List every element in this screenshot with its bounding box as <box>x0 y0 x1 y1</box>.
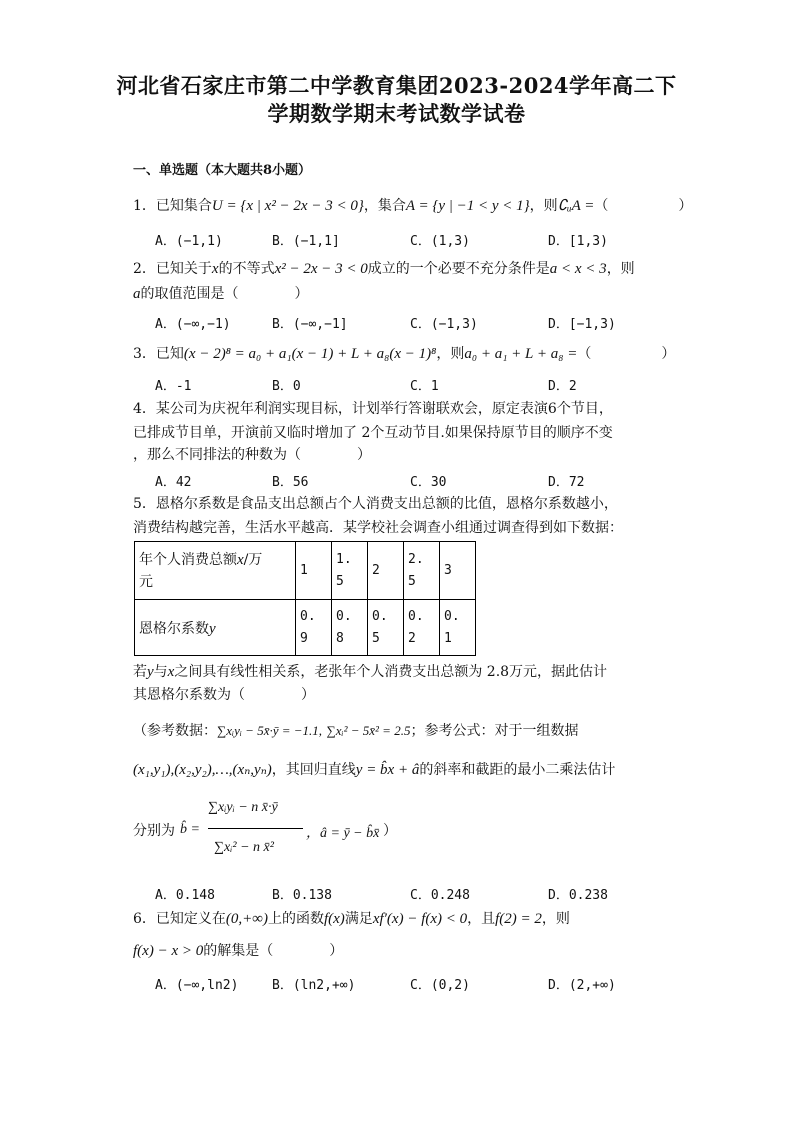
option-a[interactable]: A．42 <box>155 475 192 490</box>
option-b[interactable]: B．(−∞,−1] <box>272 317 348 332</box>
formula-numerator: ∑xᵢyᵢ − n x̄·ȳ <box>208 800 278 815</box>
table-cell: 0. 2 <box>404 600 440 656</box>
option-a[interactable]: A．(−∞,ln2) <box>155 978 239 993</box>
option-c[interactable]: C．(0,2) <box>410 978 470 993</box>
option-c[interactable]: C．(−1,3) <box>410 317 478 332</box>
option-c[interactable]: C．1 <box>410 379 439 394</box>
table-cell: 3 <box>440 542 476 600</box>
question-6: 6．已知定义在(0,+∞)上的函数f(x)满足xf′(x) − f(x) < 0，且f(2) = 2，则 <box>133 911 570 927</box>
option-b[interactable]: B．(−1,1] <box>272 234 340 249</box>
formula-denominator: ∑xᵢ² − n x̄² <box>214 840 274 855</box>
question-3: 3．已知(x − 2)⁸ = a₀ + a₁(x − 1) + L + a₈(x − 1)⁸，则a₀ + a₁ + L + a₈ =（ ） <box>133 346 676 362</box>
option-c[interactable]: C．(1,3) <box>410 234 470 249</box>
question-4-line3: ，那么不同排法的种数为（ ） <box>133 447 371 463</box>
question-1: 1．已知集合U = {x | x² − 2x − 3 < 0}，集合A = {y | −1 < y < 1}，则∁ᵤA =（ ） <box>133 198 693 214</box>
fraction-bar <box>208 828 303 829</box>
question-6-line2: f(x) − x > 0的解集是（ ） <box>133 943 344 959</box>
table-cell: 0. 5 <box>368 600 404 656</box>
option-d[interactable]: D．2 <box>548 379 577 394</box>
option-d[interactable]: D．0.238 <box>548 888 608 903</box>
option-d[interactable]: D．72 <box>548 475 585 490</box>
option-a[interactable]: A．(−1,1) <box>155 234 223 249</box>
table-cell: 2 <box>368 542 404 600</box>
question-5-line1: 5．恩格尔系数是食品支出总额占个人消费支出总额的比值，恩格尔系数越小， <box>133 496 618 512</box>
table-cell: 1 <box>296 542 332 600</box>
question-5-line2: 消费结构越完善，生活水平越高．某学校社会调查小组通过调查得到如下数据： <box>133 520 623 536</box>
question-4-line2: 已排成节目单，开演前又临时增加了 2个互动节目.如果保持原节目的顺序不变 <box>133 425 613 441</box>
option-c[interactable]: C．30 <box>410 475 447 490</box>
option-b[interactable]: B．0.138 <box>272 888 332 903</box>
question-5-reference: （参考数据：∑xᵢyᵢ − 5x̄·ȳ = −1.1, ∑xᵢ² − 5x̄² = 2.5；参考公式：对于一组数据 <box>133 723 579 739</box>
table-header-cell: 恩格尔系数y <box>135 600 296 656</box>
table-cell: 0. 9 <box>296 600 332 656</box>
exam-title-line2: 学期数学期末考试数学试卷 <box>267 101 526 126</box>
formula-b-hat: b̂ = <box>180 822 200 837</box>
table-cell: 0. 8 <box>332 600 368 656</box>
question-5-points: (x₁,y₁),(x₂,y₂),…,(xₙ,yₙ)，其回归直线y = b̂x + â的斜率和截距的最小二乘法估计 <box>133 762 616 778</box>
option-d[interactable]: D．[−1,3) <box>548 317 616 332</box>
option-b[interactable]: B．56 <box>272 475 309 490</box>
question-2-line2: a的取值范围是（ ） <box>133 286 309 302</box>
section-heading: 一、单选题（本大题共8小题） <box>133 163 312 178</box>
formula-close-paren: ） <box>383 823 397 839</box>
question-2: 2．已知关于x的不等式x² − 2x − 3 < 0成立的一个必要不充分条件是a < x < 3，则 <box>133 261 635 277</box>
formula-a-hat: ，â = ȳ − b̂x̄ <box>306 826 380 841</box>
table-cell: 1. 5 <box>332 542 368 600</box>
exam-title-line1: 河北省石家庄市第二中学教育集团2023-2024学年高二下 <box>116 73 677 98</box>
table-row <box>135 600 476 656</box>
data-table <box>134 541 476 656</box>
table-cell: 2. 5 <box>404 542 440 600</box>
table-cell: 0. 1 <box>440 600 476 656</box>
option-b[interactable]: B．0 <box>272 379 301 394</box>
option-c[interactable]: C．0.248 <box>410 888 470 903</box>
table-header-cell: 年个人消费总额x/万 元 <box>135 542 296 600</box>
question-5-after-line1: 若y与x之间具有线性相关系，老张年个人消费支出总额为 2.8万元，据此估计 <box>133 664 608 680</box>
table-row <box>135 542 476 600</box>
question-5-after-line2: 其恩格尔系数为（ ） <box>133 687 315 703</box>
option-a[interactable]: A．(−∞,−1) <box>155 317 231 332</box>
option-d[interactable]: D．[1,3) <box>548 234 608 249</box>
option-b[interactable]: B．(ln2,+∞) <box>272 978 356 993</box>
question-4-line1: 4．某公司为庆祝年利润实现目标，计划举行答谢联欢会，原定表演6个节目， <box>133 401 613 417</box>
option-a[interactable]: A．-1 <box>155 379 192 394</box>
option-d[interactable]: D．(2,+∞) <box>548 978 616 993</box>
formula-label: 分别为 <box>133 823 175 839</box>
option-a[interactable]: A．0.148 <box>155 888 215 903</box>
